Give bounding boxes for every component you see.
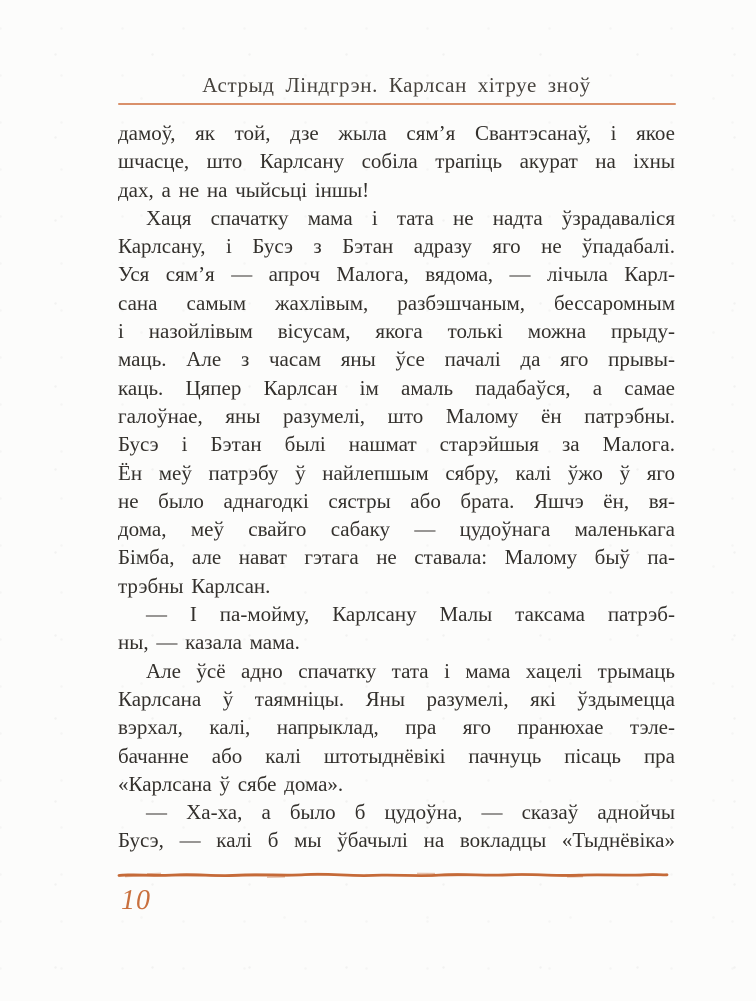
- text-line: не было аднагодкі сястры або брата. Яшчэ ён, вя-: [118, 488, 675, 513]
- text-line: «Карлсана ў сябе дома».: [118, 771, 344, 796]
- text-line: дах, а не на чыйсьці іншы!: [118, 177, 370, 202]
- text-line: — Ха-ха, а было б цудоўна, — сказаў аднойчы: [146, 800, 675, 825]
- text-line: шчасце, што Карлсану собіла трапіць акурат на іхны: [118, 149, 675, 174]
- text-line: сана самым жахлівым, разбэшчаным, бессаромным: [118, 290, 675, 315]
- text-line: Хаця спачатку мама і тата не надта ўзрадаваліся: [146, 205, 675, 230]
- text-line: трэбны Карлсан.: [118, 573, 271, 598]
- running-header: [118, 72, 675, 98]
- text-line: галоўнае, яны разумелі, што Малому ён патрэбны.: [118, 403, 675, 428]
- text-line: вэрхал, калі, напрыклад, пра яго пранюхае тэле-: [118, 715, 675, 740]
- header-rule: [118, 103, 676, 105]
- text-line: ны, — казала мама.: [118, 630, 300, 655]
- page-number: 10: [121, 885, 151, 916]
- text-line: і назойлівым вісусам, якога толькі можна прыду-: [118, 319, 675, 344]
- body-text: [118, 119, 675, 855]
- text-line: маць. Але з часам яны ўсе пачалі да яго прывы-: [118, 347, 675, 372]
- text-line: дамоў, як той, дзе жыла сям’я Свантэсанаў, і якое: [118, 121, 675, 145]
- text-line: Бусэ і Бэтан былі нашмат старэйшыя за Малога.: [118, 432, 675, 457]
- text-line: Уся сям’я — апроч Малога, вядома, — лічыла Карл-: [118, 262, 675, 287]
- text-line: дома, меў свайго сабаку — цудоўнага маленькага: [118, 517, 675, 542]
- text-line: Бусэ, — калі б мы ўбачылі на вокладцы «Тыднёвіка»: [118, 828, 675, 853]
- text-line: бачанне або калі штотыднёвікі пачнуць пісаць пра: [118, 743, 675, 768]
- text-line: Карлсана ў таямніцы. Яны разумелі, які ўздымецца: [118, 686, 675, 711]
- text-line: Ён меў патрэбу ў найлепшым сябру, калі ўжо ў яго: [118, 460, 675, 485]
- footer-rule: [117, 869, 669, 881]
- text-line: каць. Цяпер Карлсан ім амаль падабаўся, а самае: [118, 375, 675, 400]
- text-line: Бімба, але нават гэтага не ставала: Малому быў па-: [118, 545, 675, 570]
- text-line: Але ўсё адно спачатку тата і мама хацелі трымаць: [146, 658, 675, 683]
- text-line: — І па-мойму, Карлсану Малы таксама патрэб-: [146, 602, 675, 627]
- text-line: Карлсану, і Бусэ з Бэтан адразу яго не ўпадабалі.: [118, 234, 675, 259]
- running-header-title: Астрыд Ліндгрэн. Карлсан хітруе зноў: [202, 73, 591, 97]
